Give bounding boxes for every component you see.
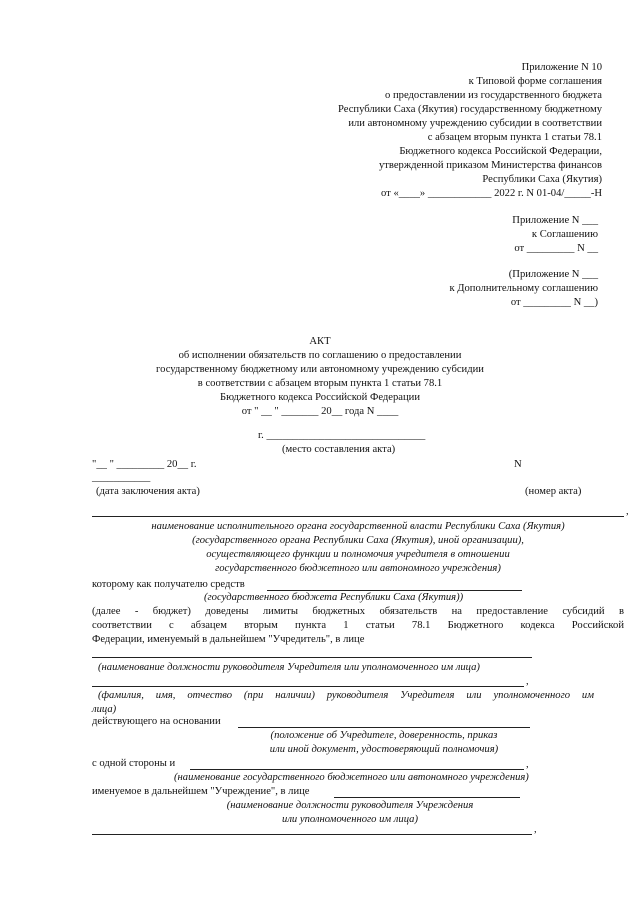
appendix-line: с абзацем вторым пункта 1 статьи 78.1	[427, 132, 602, 143]
comma: ,	[526, 759, 529, 770]
appendix-line: Бюджетного кодекса Российской Федерации,	[399, 146, 602, 157]
date-caption: (дата заключения акта)	[96, 486, 200, 497]
date-field-tail: ___________	[92, 472, 151, 483]
founder-name-caption: лица)	[92, 704, 117, 715]
authority-name-line	[92, 516, 624, 517]
comma: ,	[526, 676, 529, 687]
paragraph-line: соответствии с абзацем вторым пункта 1 статьи 78.1 Бюджетного кодекса Российской	[92, 620, 624, 631]
paragraph-line: Федерации, именуемый в дальнейшем "Учредитель", в лице	[92, 634, 365, 645]
comma: ,	[626, 506, 629, 517]
additional-appendix-line: от _________ N __)	[510, 297, 598, 308]
appendix-line: Республики Саха (Якутия)	[482, 174, 602, 185]
final-line	[92, 834, 532, 835]
additional-appendix-line: к Дополнительному соглашению	[449, 283, 598, 294]
appendix-line: о предоставлении из государственного бюджета	[385, 90, 602, 101]
basis-caption-line: или иной документ, удостоверяющий полномочия)	[269, 744, 499, 755]
comma: ,	[534, 824, 537, 835]
appendix-line: к Типовой форме соглашения	[468, 76, 602, 87]
place-caption: (место составления акта)	[282, 444, 396, 455]
authority-caption-line: (государственного органа Республики Саха (Якутия), иной организации),	[192, 535, 524, 546]
agreement-appendix-line: Приложение N ___	[512, 215, 598, 226]
title-line: Бюджетного кодекса Российской Федерации	[220, 392, 420, 403]
appendix-line: от «____» ____________ 2022 г. N 01-04/_____-Н	[381, 188, 602, 199]
institution-head-line	[334, 797, 520, 798]
founder-position-caption: (наименование должности руководителя Учредителя или уполномоченного им лица)	[98, 662, 480, 673]
appendix-line: Приложение N 10	[521, 62, 602, 73]
authority-caption-line: осуществляющего функции и полномочия учредителя в отношении	[206, 549, 510, 560]
title-line: в соответствии с абзацем вторым пункта 1 статьи 78.1	[197, 378, 443, 389]
authority-caption-line: наименование исполнительного органа государственной власти Республики Саха (Якутия)	[151, 521, 565, 532]
one-side-label: с одной стороны и	[92, 758, 176, 769]
title-line: от " __ " _______ 20__ года N ____	[241, 406, 399, 417]
basis-line	[238, 727, 530, 728]
place-field: г. ______________________________	[258, 430, 426, 441]
appendix-line: или автономному учреждению субсидии в соответствии	[348, 118, 602, 129]
date-field: "__ " _________ 20__ г.	[92, 459, 197, 470]
budget-caption: (государственного бюджета Республики Саха (Якутия))	[204, 592, 464, 603]
founder-name-line	[92, 686, 524, 687]
number-caption: (номер акта)	[525, 486, 582, 497]
institution-line	[190, 769, 524, 770]
title-line: об исполнении обязательств по соглашению о предоставлении	[178, 350, 462, 361]
institution-head-caption-line: (наименование должности руководителя Учреждения	[226, 800, 474, 811]
appendix-line: Республики Саха (Якутия) государственному бюджетному	[337, 104, 602, 115]
agreement-appendix-line: от _________ N __	[514, 243, 598, 254]
founder-name-caption: (фамилия, имя, отчество (при наличии) руководителя Учредителя или уполномоченного им	[98, 690, 594, 701]
basis-caption-line: (положение об Учредителе, доверенность, приказ	[270, 730, 498, 741]
founder-position-line	[92, 657, 532, 658]
institution-named-label: именуемое в дальнейшем "Учреждение", в лице	[92, 786, 310, 797]
title-line: государственному бюджетному или автономному учреждению субсидии	[156, 364, 484, 375]
institution-head-caption-line: или уполномоченного им лица)	[282, 814, 418, 825]
title-line: АКТ	[309, 336, 331, 347]
basis-label: действующего на основании	[92, 716, 221, 727]
agreement-appendix-line: к Соглашению	[531, 229, 598, 240]
institution-caption: (наименование государственного бюджетного или автономного учреждения)	[174, 772, 529, 783]
appendix-line: утвержденной приказом Министерства финансов	[378, 160, 602, 171]
additional-appendix-line: (Приложение N ___	[508, 269, 598, 280]
act-number-field: N	[514, 459, 522, 470]
recipient-label: которому как получателю средств	[92, 579, 245, 590]
authority-caption-line: государственного бюджетного или автономного учреждения)	[215, 563, 501, 574]
paragraph-line: (далее - бюджет) доведены лимиты бюджетных обязательств на предоставление субсидий в	[92, 606, 624, 617]
